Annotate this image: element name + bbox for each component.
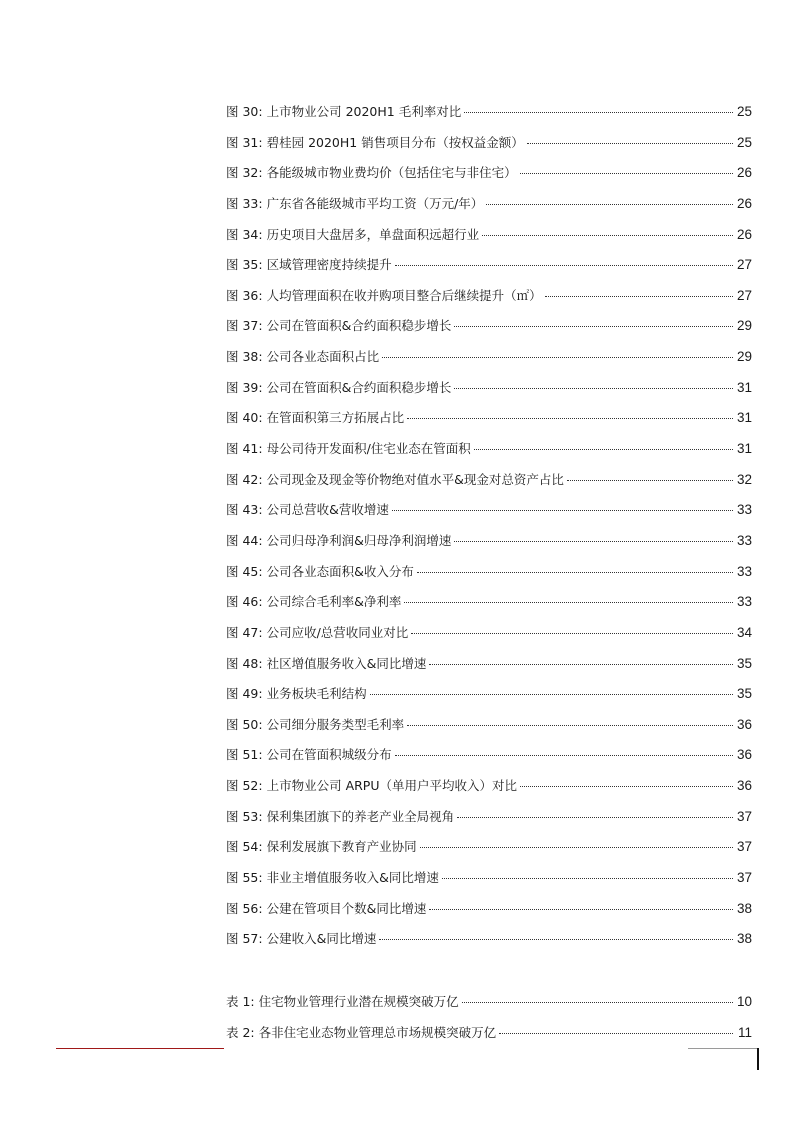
figure-entry-page-number[interactable]: 38 (736, 931, 752, 947)
figure-entry-page-number[interactable]: 37 (736, 808, 752, 824)
figure-entry-page-number[interactable]: 31 (736, 441, 752, 457)
figure-entry-title[interactable]: 公司各业态面积占比 (266, 349, 380, 365)
table-entry-label: 表 2: (226, 1024, 255, 1040)
figure-entry[interactable] (226, 318, 752, 349)
figure-entry-title[interactable]: 公司归母净利润&归母净利润增速 (266, 532, 452, 548)
figure-entry-title[interactable]: 保利发展旗下教育产业协同 (266, 839, 417, 855)
figure-entry-label: 图 39: (226, 379, 263, 395)
figure-entry-page-number[interactable]: 25 (736, 134, 752, 150)
figure-entry-page-number[interactable]: 26 (736, 195, 752, 211)
figure-entry-label: 图 55: (226, 870, 263, 886)
figure-entry-page-number[interactable]: 37 (736, 870, 752, 886)
figure-entry-title[interactable]: 广东省各能级城市平均工资（万元/年） (266, 195, 484, 211)
figure-entry-label: 图 50: (226, 716, 263, 732)
figure-entry[interactable] (226, 196, 752, 227)
figure-entry-title[interactable]: 公建在管项目个数&同比增速 (266, 900, 427, 916)
figure-entry[interactable] (226, 441, 752, 472)
dot-leader (454, 388, 733, 389)
dot-leader (370, 694, 733, 695)
dot-leader (429, 664, 733, 665)
figure-index (226, 104, 752, 962)
table-entry[interactable] (226, 1025, 752, 1056)
figure-entry[interactable] (226, 502, 752, 533)
figure-entry-page-number[interactable]: 36 (736, 778, 752, 794)
figure-entry-label: 图 51: (226, 747, 263, 763)
figure-entry[interactable] (226, 410, 752, 441)
figure-entry-title[interactable]: 公司综合毛利率&净利率 (266, 594, 402, 610)
figure-entry-label: 图 41: (226, 441, 263, 457)
dot-leader (486, 204, 733, 205)
footer-rule-left (56, 1048, 224, 1049)
table-entry[interactable] (226, 994, 752, 1025)
figure-entry-title[interactable]: 区域管理密度持续提升 (266, 257, 392, 273)
dot-leader (420, 847, 733, 848)
dot-leader (442, 878, 733, 879)
figure-entry-page-number[interactable]: 37 (736, 839, 752, 855)
figure-entry-title[interactable]: 社区增值服务收入&同比增速 (266, 655, 427, 671)
table-entry-title[interactable]: 住宅物业管理行业潜在规模突破万亿 (258, 994, 459, 1009)
dot-leader (520, 786, 733, 787)
figure-entry[interactable] (226, 165, 752, 196)
dot-leader (464, 112, 733, 113)
figure-entry[interactable] (226, 227, 752, 258)
figure-entry-page-number[interactable]: 33 (736, 563, 752, 579)
dot-leader (527, 143, 733, 144)
figure-entry[interactable] (226, 472, 752, 503)
figure-entry-label: 图 46: (226, 594, 263, 610)
figure-entry[interactable] (226, 686, 752, 717)
footer-rule-right (688, 1048, 758, 1049)
figure-entry-title[interactable]: 公司总营收&营收增速 (266, 502, 389, 518)
figure-entry-label: 图 56: (226, 900, 263, 916)
figure-entry-label: 图 33: (226, 195, 263, 211)
figure-entry[interactable] (226, 870, 752, 901)
dot-leader (545, 296, 733, 297)
footer-marker (757, 1048, 759, 1070)
figure-entry[interactable] (226, 564, 752, 595)
figure-entry-label: 图 44: (226, 532, 263, 548)
figure-entry-label: 图 48: (226, 655, 263, 671)
figure-entry-label: 图 40: (226, 410, 263, 426)
dot-leader (395, 265, 733, 266)
dot-leader (395, 755, 733, 756)
figure-entry-page-number[interactable]: 27 (736, 287, 752, 303)
figure-entry-label: 图 38: (226, 349, 263, 365)
figure-entry-label: 图 52: (226, 778, 263, 794)
figure-entry[interactable] (226, 901, 752, 932)
figure-entry-page-number[interactable]: 35 (736, 655, 752, 671)
figure-entry-title[interactable]: 上市物业公司 2020H1 毛利率对比 (266, 104, 462, 119)
figure-entry-label: 图 34: (226, 226, 263, 242)
figure-entry-title[interactable]: 人均管理面积在收并购项目整合后继续提升（㎡） (266, 287, 542, 303)
figure-entry[interactable] (226, 656, 752, 687)
dot-leader (382, 357, 733, 358)
dot-leader (482, 235, 733, 236)
dot-leader (474, 449, 733, 450)
dot-leader (567, 480, 733, 481)
figure-entry-title[interactable]: 公司应收/总营收同业对比 (266, 624, 409, 640)
figure-entry-title[interactable]: 上市物业公司 ARPU（单用户平均收入）对比 (266, 778, 517, 794)
figure-entry-page-number[interactable]: 36 (736, 716, 752, 732)
figure-entry-label: 图 54: (226, 839, 263, 855)
figure-entry-label: 图 43: (226, 502, 263, 518)
figure-entry[interactable] (226, 533, 752, 564)
dot-leader (407, 418, 733, 419)
figure-entry-label: 图 47: (226, 624, 263, 640)
figure-entry-title[interactable]: 非业主增值服务收入&同比增速 (266, 870, 439, 886)
figure-entry[interactable] (226, 809, 752, 840)
figure-entry-label: 图 57: (226, 931, 263, 947)
figure-entry[interactable] (226, 839, 752, 870)
dot-leader (454, 326, 733, 327)
figure-entry[interactable] (226, 380, 752, 411)
figure-entry[interactable] (226, 288, 752, 319)
figure-entry[interactable] (226, 257, 752, 288)
figure-entry-page-number[interactable]: 31 (736, 410, 752, 426)
figure-entry-title[interactable]: 业务板块毛利结构 (266, 686, 367, 702)
figure-entry[interactable] (226, 747, 752, 778)
figure-entry-label: 图 36: (226, 287, 263, 303)
figure-entry-title[interactable]: 碧桂园 2020H1 销售项目分布（按权益金额） (266, 134, 524, 150)
figure-entry-page-number[interactable]: 36 (736, 747, 752, 763)
figure-entry-title[interactable]: 在管面积第三方拓展占比 (266, 410, 405, 426)
dot-leader (457, 817, 733, 818)
dot-leader (411, 633, 733, 634)
table-entry-page-number[interactable]: 11 (737, 1024, 752, 1040)
dot-leader (417, 572, 733, 573)
dot-leader (462, 1002, 733, 1003)
figure-entry-label: 图 42: (226, 471, 263, 487)
figure-entry-title[interactable]: 各能级城市物业费均价（包括住宅与非住宅） (266, 165, 517, 181)
table-entry-label: 表 1: (226, 994, 255, 1009)
figure-entry-label: 图 30: (226, 104, 263, 119)
figure-entry-page-number[interactable]: 33 (736, 532, 752, 548)
figure-entry-page-number[interactable]: 26 (736, 165, 752, 181)
figure-entry[interactable] (226, 104, 752, 135)
figure-entry-title[interactable]: 公司在管面积&合约面积稳步增长 (266, 379, 452, 395)
figure-entry-page-number[interactable]: 38 (736, 900, 752, 916)
figure-entry[interactable] (226, 625, 752, 656)
figure-entry-label: 图 45: (226, 563, 263, 579)
dot-leader (454, 541, 733, 542)
figure-entry-title[interactable]: 公司现金及现金等价物绝对值水平&现金对总资产占比 (266, 471, 564, 487)
figure-entry-label: 图 31: (226, 134, 263, 150)
figure-entry-page-number[interactable]: 32 (736, 471, 752, 487)
figure-entry-label: 图 53: (226, 808, 263, 824)
figure-entry[interactable] (226, 594, 752, 625)
dot-leader (499, 1033, 733, 1034)
dot-leader (429, 909, 733, 910)
figure-entry-label: 图 37: (226, 318, 263, 334)
figure-entry-title[interactable]: 保利集团旗下的养老产业全局视角 (266, 808, 455, 824)
figure-entry-title[interactable]: 公司各业态面积&收入分布 (266, 563, 414, 579)
figure-entry-page-number[interactable]: 33 (736, 594, 752, 610)
figure-entry[interactable] (226, 931, 752, 962)
figure-entry[interactable] (226, 349, 752, 380)
figure-entry-title[interactable]: 公建收入&同比增速 (266, 931, 377, 947)
figure-entry-title[interactable]: 公司细分服务类型毛利率 (266, 716, 405, 732)
figure-entry-title[interactable]: 历史项目大盘居多，单盘面积远超行业 (266, 226, 480, 242)
figure-entry-label: 图 49: (226, 686, 263, 702)
figure-entry-title[interactable]: 公司在管面积城级分布 (266, 747, 392, 763)
dot-leader (520, 173, 733, 174)
dot-leader (392, 510, 733, 511)
figure-entry-page-number[interactable]: 25 (736, 104, 752, 119)
figure-entry-page-number[interactable]: 29 (736, 349, 752, 365)
figure-entry-page-number[interactable]: 33 (736, 502, 752, 518)
dot-leader (407, 725, 733, 726)
table-entry-title[interactable]: 各非住宅业态物业管理总市场规模突破万亿 (258, 1024, 497, 1040)
figure-entry-page-number[interactable]: 26 (736, 226, 752, 242)
figure-entry-page-number[interactable]: 27 (736, 257, 752, 273)
dot-leader (404, 602, 733, 603)
figure-entry[interactable] (226, 717, 752, 748)
figure-entry-page-number[interactable]: 35 (736, 686, 752, 702)
figure-entry-title[interactable]: 母公司待开发面积/住宅业态在管面积 (266, 441, 471, 457)
figure-entry[interactable] (226, 135, 752, 166)
figure-entry-label: 图 35: (226, 257, 263, 273)
figure-entry-page-number[interactable]: 29 (736, 318, 752, 334)
figure-entry-page-number[interactable]: 34 (736, 624, 752, 640)
table-entry-page-number[interactable]: 10 (736, 994, 752, 1009)
table-index (226, 994, 752, 1055)
figure-entry[interactable] (226, 778, 752, 809)
figure-entry-title[interactable]: 公司在管面积&合约面积稳步增长 (266, 318, 452, 334)
figure-entry-label: 图 32: (226, 165, 263, 181)
figure-entry-page-number[interactable]: 31 (736, 379, 752, 395)
dot-leader (379, 939, 733, 940)
